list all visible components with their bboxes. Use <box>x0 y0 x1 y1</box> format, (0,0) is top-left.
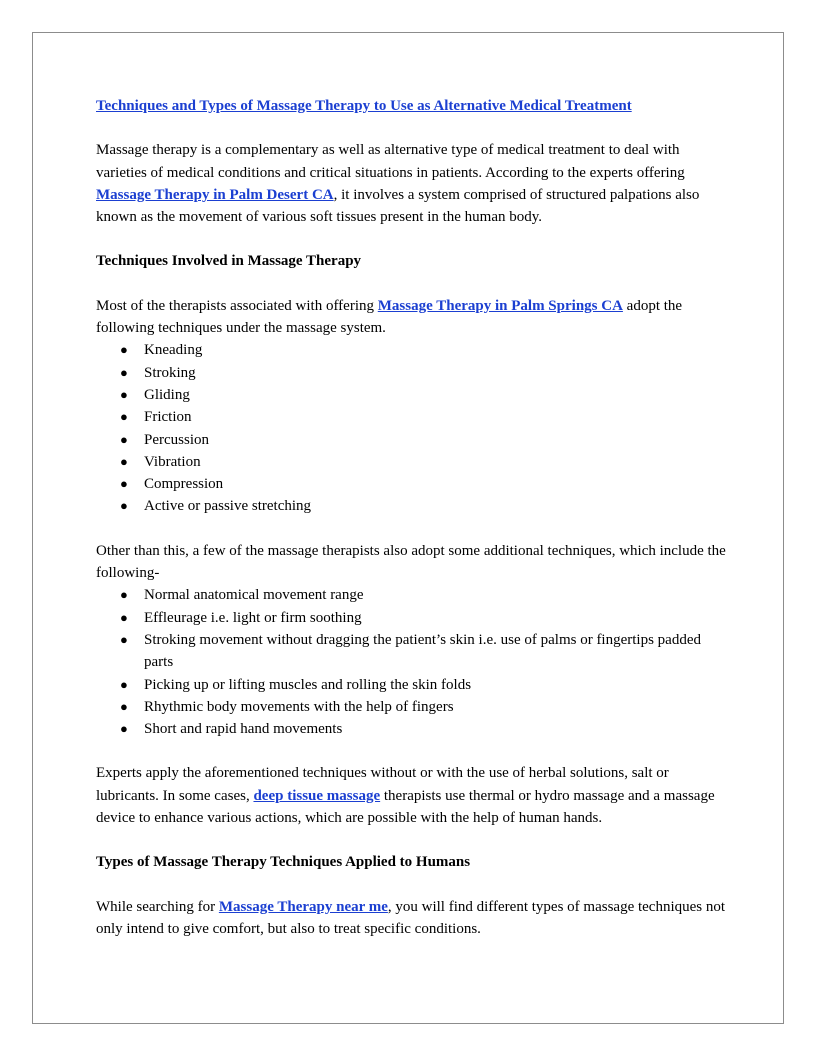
list-item: ● Effleurage i.e. light or firm soothing <box>96 607 726 629</box>
techniques-text-after: adopt the following techniques under the massage system. <box>96 297 683 337</box>
types-text-after: , you will find different types of massage techniques not only intend to give comfort, but also to treat specific conditions. <box>96 898 726 937</box>
intro-text-after: , it involves a system comprised of structured palpations also known as the movement of various soft tissues present in the human body. <box>96 186 700 226</box>
bullet-icon: ● <box>120 631 128 647</box>
bullet-icon: ● <box>120 676 128 692</box>
list-item: ● Picking up or lifting muscles and rolling the skin folds <box>96 674 726 696</box>
palm-springs-link[interactable]: Massage Therapy in Palm Springs CA <box>377 297 623 314</box>
bullet-icon: ● <box>120 386 128 402</box>
bullet-icon: ● <box>120 409 128 425</box>
title-paragraph <box>96 95 726 117</box>
techniques-paragraph <box>96 295 726 340</box>
list-item: ● Compression <box>96 473 726 495</box>
near-me-link[interactable]: Massage Therapy near me <box>218 898 388 915</box>
list-item: ● Active or passive stretching <box>96 495 726 517</box>
additional-paragraph: Other than this, a few of the massage therapists also adopt some additional techniques, which include the following- <box>96 542 726 582</box>
intro-paragraph <box>96 139 726 228</box>
bullet-icon: ● <box>120 609 128 625</box>
deep-tissue-link[interactable]: deep tissue massage <box>253 787 381 804</box>
bullet-icon: ● <box>120 431 128 447</box>
list-item: ● Vibration <box>96 451 726 473</box>
bullet-icon: ● <box>120 698 128 714</box>
list-item: ● Kneading <box>96 339 726 361</box>
list-item: ● Percussion <box>96 429 726 451</box>
experts-text-after: therapists use thermal or hydro massage and a massage device to enhance various actions, which are possible with the help of human hands. <box>96 787 715 827</box>
bullet-icon: ● <box>120 364 128 380</box>
types-paragraph <box>96 896 726 941</box>
techniques-text-before: Most of the therapists associated with offering <box>96 297 378 314</box>
bullet-icon: ● <box>120 476 128 492</box>
types-text-before: While searching for <box>96 898 219 915</box>
list-item: ● Stroking <box>96 362 726 384</box>
experts-text-before: Experts apply the aforementioned techniques without or with the use of herbal solutions, salt or lubricants. In some cases, <box>96 765 669 804</box>
types-heading: Types of Massage Therapy Techniques Applied to Humans <box>96 854 471 871</box>
bullet-icon: ● <box>120 342 128 358</box>
experts-paragraph <box>96 762 726 829</box>
additional-techniques-list <box>96 584 726 740</box>
bullet-icon: ● <box>120 453 128 469</box>
palm-desert-link[interactable]: Massage Therapy in Palm Desert CA <box>96 186 334 203</box>
list-item: ● Friction <box>96 406 726 428</box>
title-link[interactable]: Techniques and Types of Massage Therapy to Use as Alternative Medical Treatment <box>96 98 632 114</box>
list-item: ● Stroking movement without dragging the patient’s skin i.e. use of palms or fingertips padded parts <box>96 629 726 674</box>
intro-text-before: Massage therapy is a complementary as well as alternative type of medical treatment to deal with varieties of medical conditions and critical situations in patients. According to the experts offering <box>96 142 685 181</box>
list-item: ● Normal anatomical movement range <box>96 584 726 606</box>
bullet-icon: ● <box>120 498 128 514</box>
list-item: ● Rhythmic body movements with the help of fingers <box>96 696 726 718</box>
bullet-icon: ● <box>120 721 128 737</box>
bullet-icon: ● <box>120 587 128 603</box>
list-item: ● Short and rapid hand movements <box>96 718 726 740</box>
techniques-list <box>96 339 726 517</box>
techniques-heading: Techniques Involved in Massage Therapy <box>96 253 362 270</box>
document-body <box>96 95 726 940</box>
list-item: ● Gliding <box>96 384 726 406</box>
